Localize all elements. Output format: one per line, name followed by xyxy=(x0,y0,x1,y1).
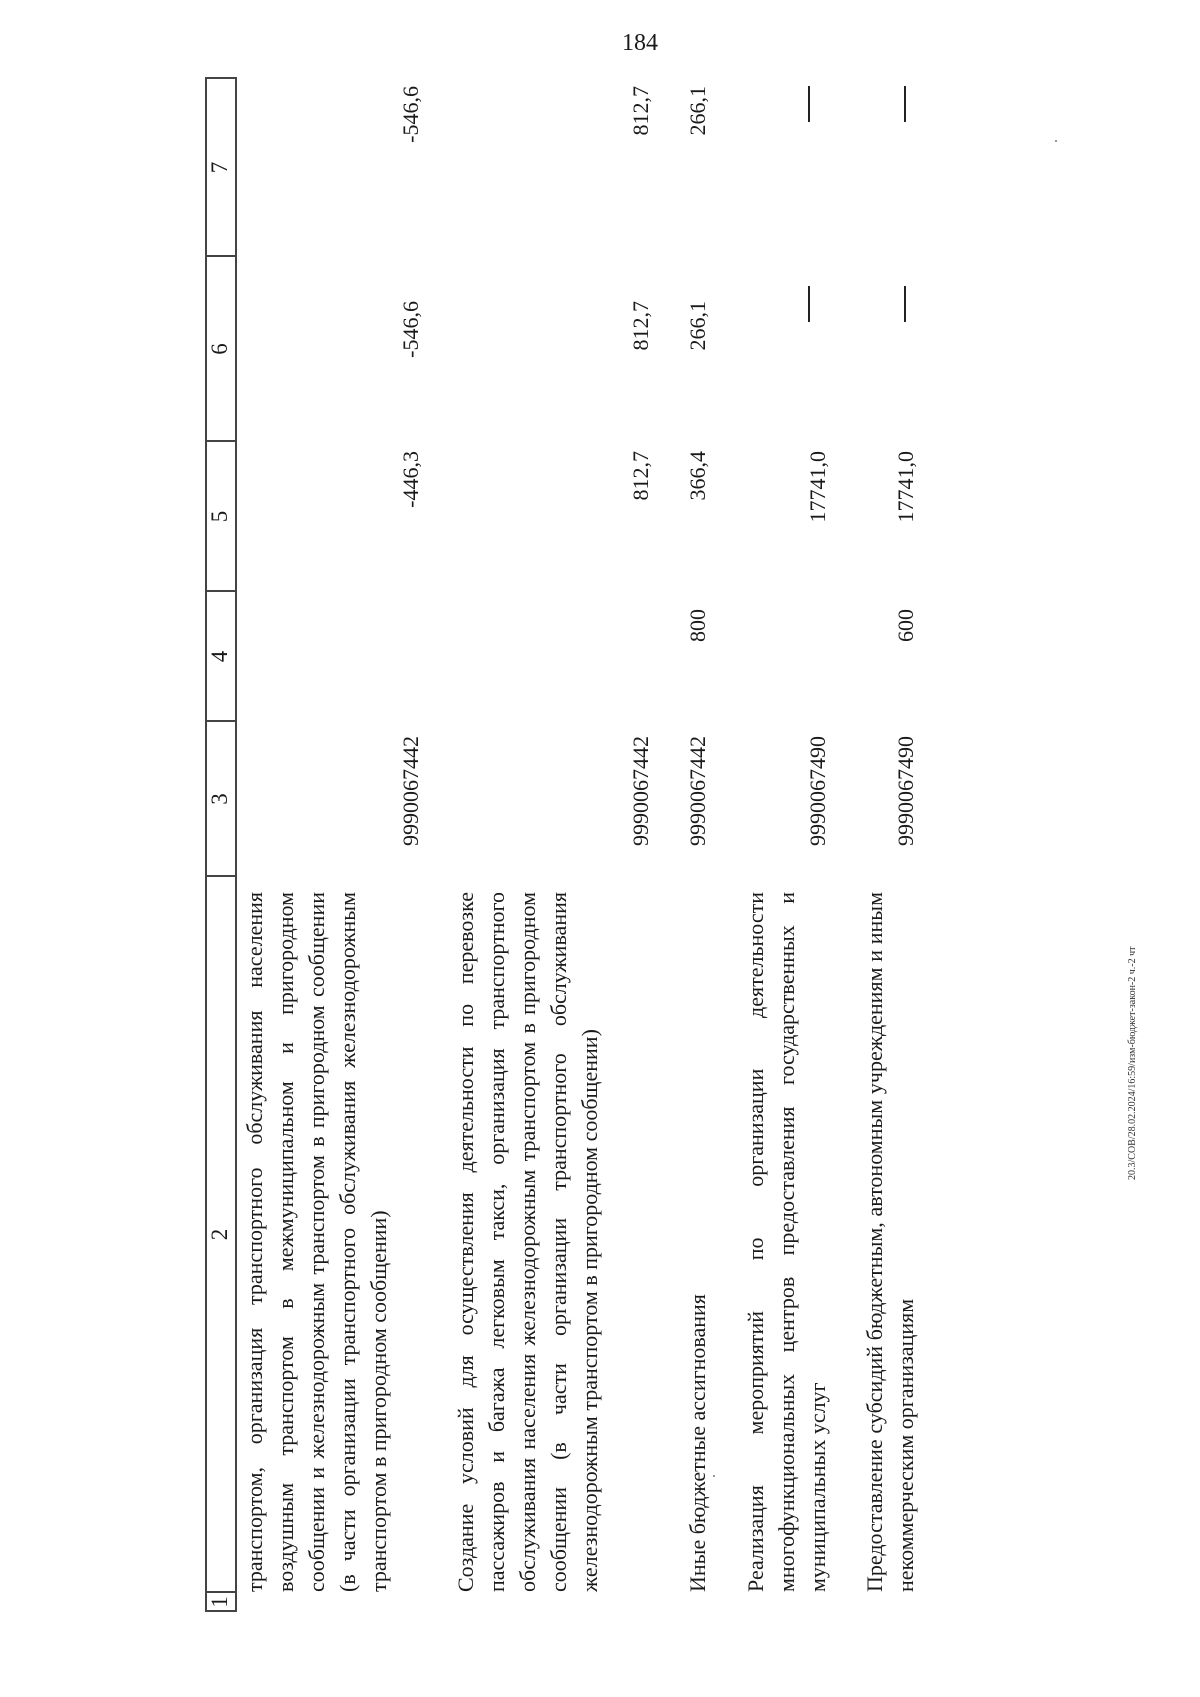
row-3-c7: 266,1 xyxy=(685,86,710,136)
row-3-c5: 366,4 xyxy=(685,451,710,501)
row-1-description: транспортом, организация транспортного обслуживания населения воздушным транспортом в межмуниципальном и пригородном сообщении и железнодорожным транспортом в пригородном сообщении (в части организации транспортного обслуживания железнодорожным транспортом в пригородном сообщении) xyxy=(242,892,391,1592)
row-4-c7-dash xyxy=(808,86,810,122)
row-2-c7: 812,7 xyxy=(628,86,653,136)
row-5-code: 9990067490 xyxy=(893,736,918,846)
row-1-c7: -546,6 xyxy=(398,86,423,143)
scan-speck xyxy=(713,1475,715,1477)
header-bottom-border xyxy=(235,77,237,1612)
page-number: 184 xyxy=(622,30,658,56)
header-col-4: 4 xyxy=(207,650,232,663)
footer-code: 20.3/СОВ/28.02.2024/16:59/изм-бюджет-закон-2 ч.-2 чт xyxy=(1127,946,1138,1180)
header-col-3: 3 xyxy=(207,793,232,805)
row-2-description: Создание условий для осуществления деятельности по перевозке пассажиров и багажа легковым такси, организация транспортного обслуживания населения железнодорожным транспортом в пригородном сообщении (в части организации транспортного обслуживания железнодорожным транспортом в пригородном сообщении) xyxy=(453,892,602,1592)
row-2-c6: 812,7 xyxy=(628,301,653,351)
row-5-description: Предоставление субсидий бюджетным, автономным учреждениям и иным некоммерческим организациям xyxy=(862,892,918,1592)
row-5-c6-dash xyxy=(904,286,906,322)
header-col-1: 1 xyxy=(207,1596,232,1608)
row-5-type: 600 xyxy=(893,609,918,642)
row-3-c6: 266,1 xyxy=(685,301,710,351)
header-col-5: 5 xyxy=(207,510,232,523)
row-3-description: Иные бюджетные ассигнования xyxy=(685,1294,710,1592)
row-1-c6: -546,6 xyxy=(398,301,423,358)
row-2-c5: 812,7 xyxy=(628,451,653,501)
scan-speck xyxy=(1055,140,1057,142)
budget-table xyxy=(205,77,1015,1612)
row-1-code: 9990067442 xyxy=(398,736,423,846)
row-4-c6-dash xyxy=(808,286,810,322)
header-col-6: 6 xyxy=(207,343,232,355)
row-4-c5: 17741,0 xyxy=(805,451,830,523)
row-3-type: 800 xyxy=(685,609,710,642)
header-col-2: 2 xyxy=(207,1228,232,1241)
row-4-code: 9990067490 xyxy=(805,736,830,846)
header-col-7: 7 xyxy=(207,161,232,174)
row-4-description: Реализация мероприятий по организации деятельности многофункциональных центров предоставления государственных и муниципальных услуг xyxy=(743,892,830,1592)
row-2-code: 9990067442 xyxy=(628,736,653,846)
row-5-c7-dash xyxy=(904,86,906,122)
row-5-c5: 17741,0 xyxy=(893,451,918,523)
row-1-c5: -446,3 xyxy=(398,451,423,508)
row-3-code: 9990067442 xyxy=(685,736,710,846)
